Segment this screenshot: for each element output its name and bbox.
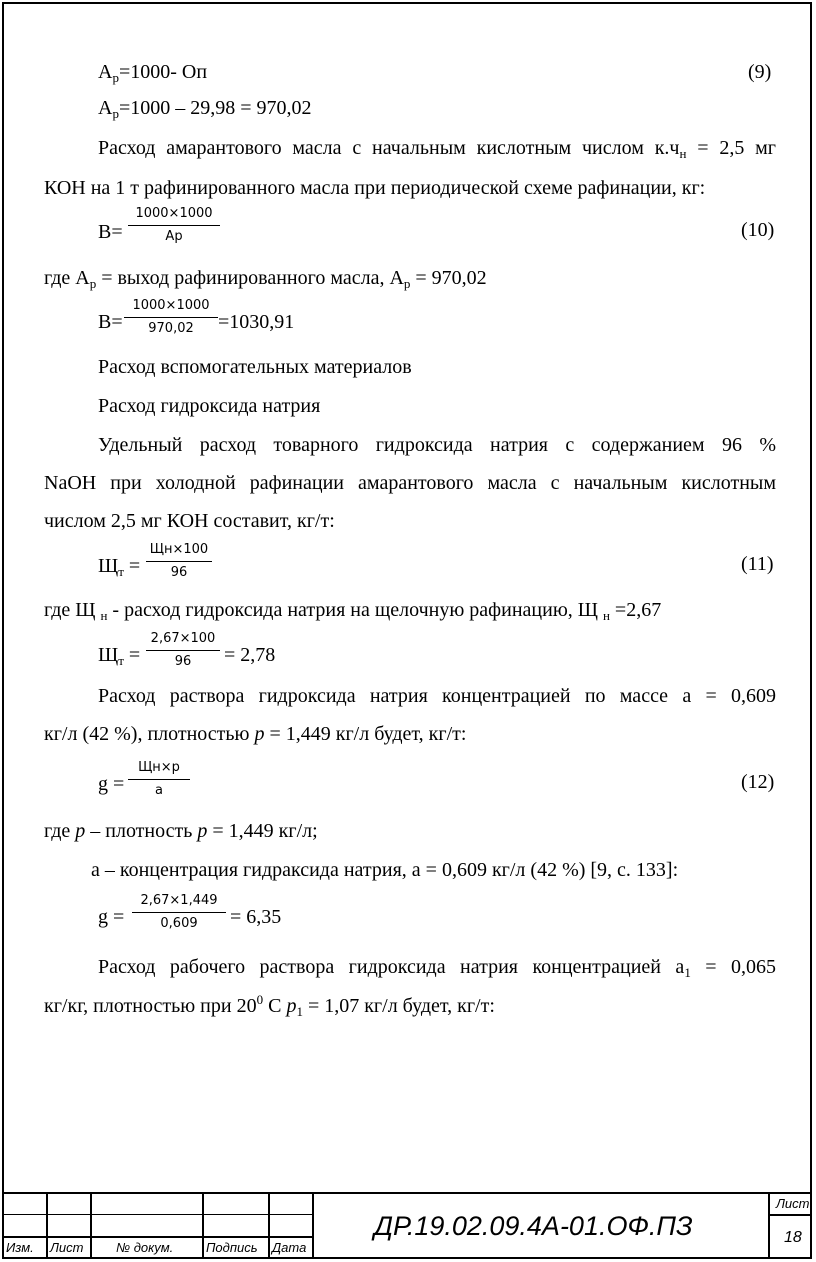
title-col-list: Лист	[50, 1240, 84, 1255]
paragraph-line: Расход рабочего раствора гидроксида натрия концентрацией $а_1 = 0,065$	[98, 956, 776, 980]
formula-10-calc-lhs: В=	[98, 311, 123, 333]
formula-9-calc: $А_р=1000 - 29,98 = 970,02$	[98, 97, 312, 121]
title-block	[2, 1192, 812, 1259]
paragraph-line: числом 2,5 мг КОН составит, кг/т:	[44, 510, 335, 532]
equation-number-9: (9)	[748, 61, 772, 83]
fraction: 1000×1000 Ар	[128, 206, 220, 245]
fraction: $\frac{1000\times 1000}{970,02}$	[124, 298, 218, 337]
formula-10-calc-result: =1030,91	[218, 311, 295, 333]
fraction: $\frac{2,67\times 100}{96}$	[146, 631, 220, 670]
paragraph-line: NaOH при холодной рафинации амарантового масла с начальным кислотным	[44, 472, 776, 494]
paragraph-line: Расход раствора гидроксида натрия концентрацией по массе а = 0,609	[98, 685, 776, 707]
equation-number-12: (12)	[741, 771, 775, 793]
title-col-izm: Изм.	[6, 1240, 34, 1255]
definition-line: а – концентрация гидраксида натрия, а = 0,609 кг/л (42 %) [9, с. 133]:	[91, 859, 679, 881]
fraction: $\frac{2,67\times 1,449}{0,609}$	[132, 893, 226, 932]
definition-line: где р – плотность р = 1,449 кг/л;	[44, 820, 318, 842]
formula-11-calc-lhs: $Щ_т$ =	[98, 644, 141, 668]
formula-10-lhs: В=	[98, 221, 123, 243]
document-number: ДР.19.02.09.4А-01.ОФ.ПЗ	[374, 1211, 693, 1241]
equation-number-11: (11)	[741, 553, 774, 575]
equation-number-10: (10)	[741, 219, 775, 241]
paragraph-line: Расход амарантового масла с начальным кислотным числом $к.ч_н = 2,5$ мг	[98, 137, 776, 161]
sheet-number: 18	[784, 1229, 802, 1246]
formula-11-calc-result: = 2,78	[224, 644, 276, 666]
formula-12-calc-result: = 6,35	[230, 906, 282, 928]
definition-line: где Щ $_н$ - расход гидроксида натрия на щелочную рафинацию, Щ $_н$ =2,67	[44, 599, 662, 623]
section-heading: Расход гидроксида натрия	[98, 395, 321, 417]
paragraph-line: кг/л (42 %), плотностью р = 1,449 кг/л будет, кг/т:	[44, 723, 467, 745]
fraction: Щн×100 96	[146, 542, 212, 581]
formula-9: $А_р=1000-$ Оп	[98, 61, 208, 85]
formula-12-calc-lhs: g =	[98, 906, 125, 928]
title-col-dokum: № докум.	[116, 1240, 174, 1255]
title-col-data: Дата	[272, 1240, 307, 1255]
paragraph-line: КОН на 1 т рафинированного масла при периодической схеме рафинации, кг:	[44, 177, 706, 199]
paragraph-line: Удельный расход товарного гидроксида натрия с содержанием 96 %	[98, 434, 776, 456]
section-heading: Расход вспомогательных материалов	[98, 356, 412, 378]
formula-11-lhs: $Щ_т$ =	[98, 555, 141, 579]
definition-line: где $А_р$ = выход рафинированного масла, $А_р = 970,02$	[44, 267, 487, 291]
fraction: Щн×р а	[128, 760, 190, 799]
formula-12-lhs: g =	[98, 773, 125, 795]
sheet-label: Лист	[776, 1196, 810, 1211]
paragraph-line: кг/кг, плотностью при $20^0$ С $р_1 = 1,07$ кг/л будет, кг/т:	[44, 992, 495, 1019]
title-col-podpis: Подпись	[206, 1240, 258, 1255]
